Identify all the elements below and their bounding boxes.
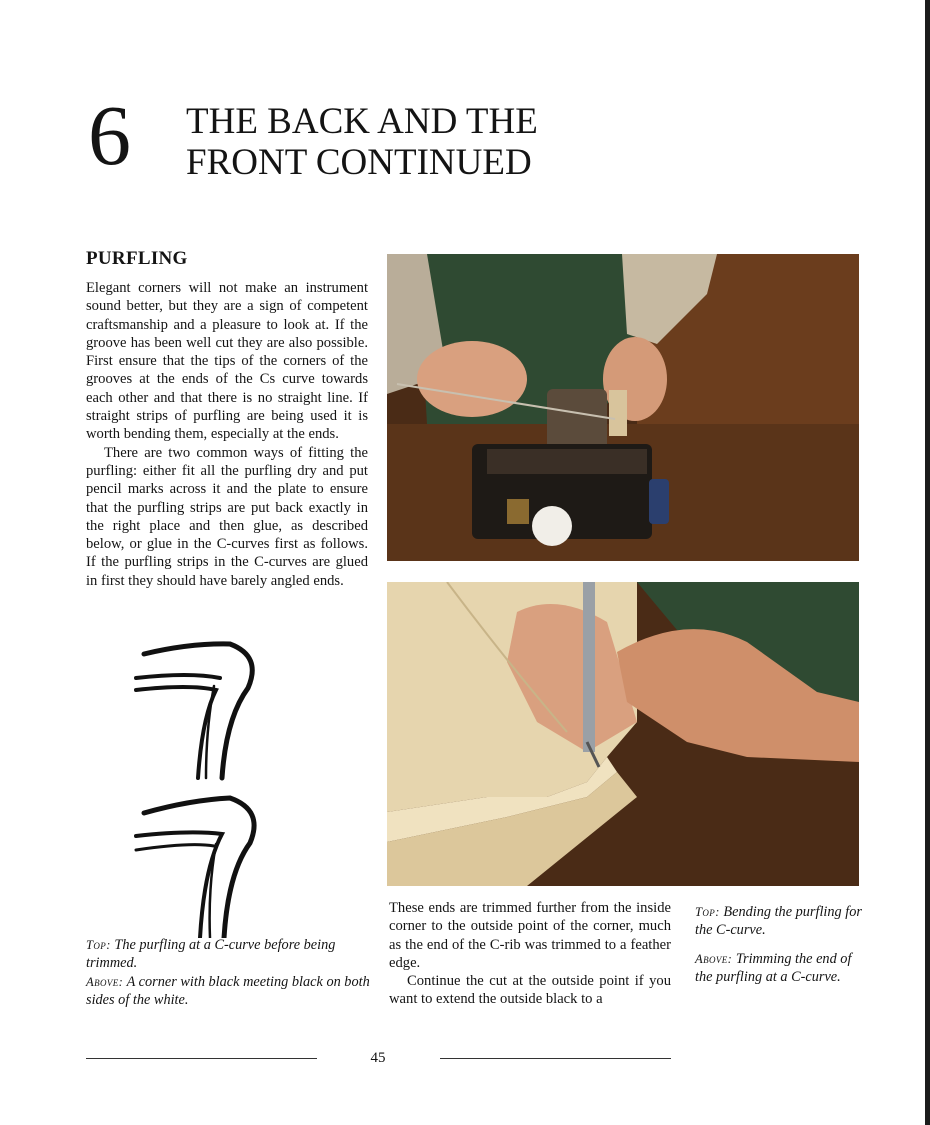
photo-caption-text-top: Bending the purfling for the C-curve. [695, 904, 862, 939]
page-edge [925, 0, 930, 1125]
chapter-number: 6 [88, 87, 129, 183]
chapter-title-line2: FRONT CONTINUED [186, 142, 532, 183]
figure-caption [86, 936, 371, 1009]
photo-caption-label-above: Above: [695, 951, 733, 966]
photo-caption-top [695, 903, 865, 940]
footer-rule-left [86, 1058, 317, 1059]
body-paragraph-1: Elegant corners will not make an instrument sound better, but they are a sign of competent craftsmanship and a pleasure to look at. If the groove has been well cut they are also possible. First ensure that the tips of the corners of the grooves at the ends of the Cs curve towards each other and that there is no straight line. If straight strips of purfling are being used it is worth bending them, especially at the ends. [86, 280, 368, 443]
chapter-title [186, 101, 538, 183]
photo-trimming-purfling [387, 582, 859, 886]
body-text [86, 279, 368, 590]
section-heading: PURFLING [86, 248, 188, 269]
purfling-diagram [130, 638, 270, 938]
continued-text [389, 899, 671, 1009]
page-number: 45 [370, 1050, 386, 1066]
chapter-title-line1: THE BACK AND THE [186, 101, 538, 142]
caption-text-top: The purfling at a C-curve before being trimmed. [86, 937, 336, 972]
caption-label-top: Top: [86, 938, 111, 952]
caption-label-above: Above: [86, 974, 124, 989]
body-paragraph-2: There are two common ways of fitting the purfling: either fit all the purfling dry and put pencil marks across it and the plate to ensure that the purfling strips are put back exactly in the right place and then glue, as described below, or glue in the C-curves first as follows. If the purfling strips in the C-curves are glued in first they should have barely angled ends. [86, 444, 368, 589]
photo-caption-label-top: Top: [695, 905, 720, 919]
figure-caption-top [86, 936, 371, 973]
photo-captions [695, 903, 865, 986]
photo-bending-purfling [387, 254, 859, 561]
photo-caption-above [695, 950, 865, 987]
figure-caption-above [86, 973, 371, 1010]
continued-paragraph-1: These ends are trimmed further from the inside corner to the outside point of the corner, much as the end of the C-rib was trimmed to a feather edge. [389, 900, 671, 971]
footer-rule-right [440, 1058, 671, 1059]
photo-caption-text-above: Trimming the end of the purfling at a C-curve. [695, 950, 852, 985]
continued-paragraph-2: Continue the cut at the outside point if you want to extend the outside black to a [389, 973, 671, 1008]
caption-text-above: A corner with black meeting black on both sides of the white. [86, 973, 370, 1008]
